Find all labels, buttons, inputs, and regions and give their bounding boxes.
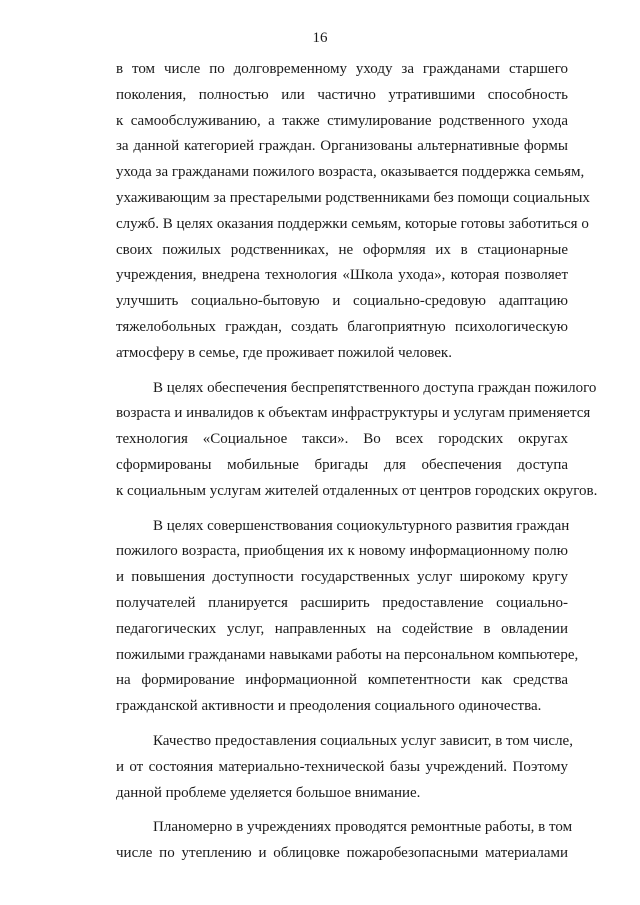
- text-line: данной проблеме уделяется большое внимание.: [116, 784, 421, 801]
- page-number: 16: [312, 30, 328, 46]
- text-line: педагогических услуг, направленных на содействие в овладении: [116, 620, 568, 637]
- text-line: к социальным услугам жителей отдаленных от центров городских округов.: [116, 482, 598, 499]
- text-line: за данной категорией граждан. Организованы альтернативные формы: [116, 138, 568, 155]
- document-body: [116, 57, 598, 867]
- text-line: пожилого возраста, приобщения их к новому информационному полю: [116, 543, 568, 560]
- text-line: учреждения, внедрена технология «Школа ухода», которая позволяет: [116, 267, 568, 284]
- text-line: атмосферу в семье, где проживает пожилой человек.: [116, 344, 452, 361]
- text-line: и повышения доступности государственных услуг широкому кругу: [116, 569, 568, 586]
- text-line: на формирование информационной компетентности как средства: [116, 672, 568, 689]
- text-line: улучшить социально-бытовую и социально-средовую адаптацию: [116, 293, 568, 310]
- text-line: сформированы мобильные бригады для обеспечения доступа: [116, 456, 568, 473]
- text-line: возраста и инвалидов к объектам инфраструктуры и услугам применяется: [116, 405, 591, 422]
- text-line: получателей планируется расширить предоставление социально-: [116, 594, 568, 611]
- text-line: ухаживающим за престарелыми родственниками без помощи социальных: [116, 189, 590, 206]
- text-line: гражданской активности и преодоления социального одиночества.: [116, 698, 542, 715]
- text-line: технология «Социальное такси». Во всех городских округах: [116, 431, 568, 448]
- text-line: к самообслуживанию, а также стимулирование родственного ухода: [116, 112, 568, 129]
- paragraph-3: [116, 514, 579, 720]
- paragraph-5: [116, 815, 573, 867]
- paragraph-4: [116, 729, 573, 806]
- text-line: и от состояния материально-технической базы учреждений. Поэтому: [116, 758, 568, 775]
- text-line: ухода за гражданами пожилого возраста, оказывается поддержка семьям,: [116, 164, 585, 181]
- text-line: Планомерно в учреждениях проводятся ремонтные работы, в том: [153, 819, 573, 836]
- text-line: поколения, полностью или частично утратившими способность: [116, 86, 568, 103]
- text-line: тяжелобольных граждан, создать благоприятную психологическую: [116, 318, 568, 335]
- text-line: в том числе по долговременному уходу за гражданами старшего: [116, 61, 568, 77]
- text-line: числе по утеплению и облицовке пожаробезопасными материалами: [116, 845, 568, 862]
- text-line: пожилыми гражданами навыками работы на персональном компьютере,: [116, 646, 579, 663]
- text-line: Качество предоставления социальных услуг зависит, в том числе,: [153, 732, 573, 749]
- paragraph-1: [116, 57, 590, 367]
- paragraph-2: [116, 376, 598, 505]
- text-line: своих пожилых родственниках, не оформляя их в стационарные: [116, 241, 568, 258]
- text-line: В целях обеспечения беспрепятственного доступа граждан пожилого: [153, 379, 597, 396]
- text-line: В целях совершенствования социокультурного развития граждан: [153, 517, 570, 534]
- text-line: служб. В целях оказания поддержки семьям, которые готовы заботиться о: [116, 215, 589, 232]
